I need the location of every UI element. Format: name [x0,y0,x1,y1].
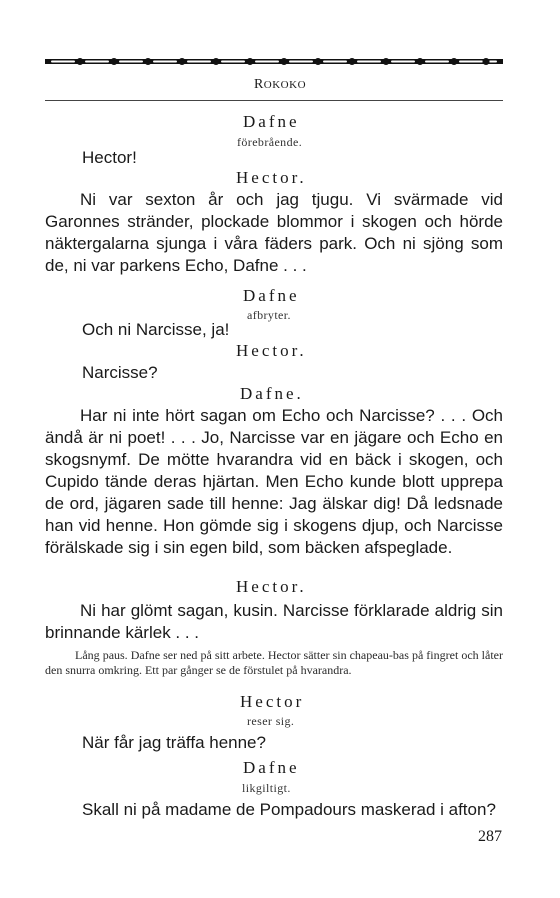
page-number: 287 [478,828,502,845]
dialogue-hector-4: När får jag träffa henne? [82,733,266,752]
dialogue-hector-3: Ni har glömt sagan, kusin. Narcisse förklarade aldrig sin brinnande kärlek . . . [45,601,503,642]
stage-direction-pause: Lång paus. Dafne ser ned på sitt arbete. Hector sätter sin chapeau-bas på fingret och låter den snurra omkring. Ett par gånger se de förstulet på hvarandra. [45,648,503,677]
dialogue-hector-1: Ni var sexton år och jag tjugu. Vi svärmade vid Garonnes stränder, plockade blommor i skogen och hörde näktergalarna sjunga i våra fäders park. Och ni sjöng som de, ni var parkens Echo, Dafne . . . [45,190,503,275]
decorative-border-ornament [45,57,503,66]
header-rule [45,100,503,101]
running-title-rest: OKOKO [263,79,307,91]
dialogue-dafne-2: Och ni Narcisse, ja! [82,320,230,339]
speaker-hector-1: Hector. [236,168,307,187]
running-title [0,77,560,93]
stage-direction-dafne-1: förebrående. [237,135,303,149]
dialogue-hector-2: Narcisse? [82,363,158,382]
dialogue-dafne-1: Hector! [82,148,137,167]
speaker-dafne-1: Dafne [243,112,300,131]
speaker-dafne-3: Dafne. [240,384,304,403]
speaker-hector-2: Hector. [236,341,307,360]
speaker-dafne-4: Dafne [243,758,300,777]
speaker-hector-4: Hector [240,692,305,711]
stage-direction-dafne-2: afbryter. [247,308,291,322]
stage-direction-hector-4: reser sig. [247,714,295,728]
running-title-initial: R [253,77,264,92]
speaker-dafne-2: Dafne [243,286,300,305]
dialogue-dafne-3: Har ni inte hört sagan om Echo och Narcisse? . . . Och ändå är ni poet! . . . Jo, Narcisse var en jägare och Echo en skogsnymf. De mötte hvarandra vid en bäck i skogen, och Cupido tände deras hjärtan. Men Echo kunde blott upprepa de ord, jägaren sade till henne: Jag älskar dig! Då ledsnade han vid henne. Hon gömde sig i skogens djup, och Narcisse förälskade sig i sin egen bild, som bäcken afspeglade. [45,406,503,557]
dialogue-dafne-4: Skall ni på madame de Pompadours maskerad i afton? [82,800,496,819]
speaker-hector-3: Hector. [236,577,307,596]
stage-direction-dafne-4: likgiltigt. [242,781,291,795]
